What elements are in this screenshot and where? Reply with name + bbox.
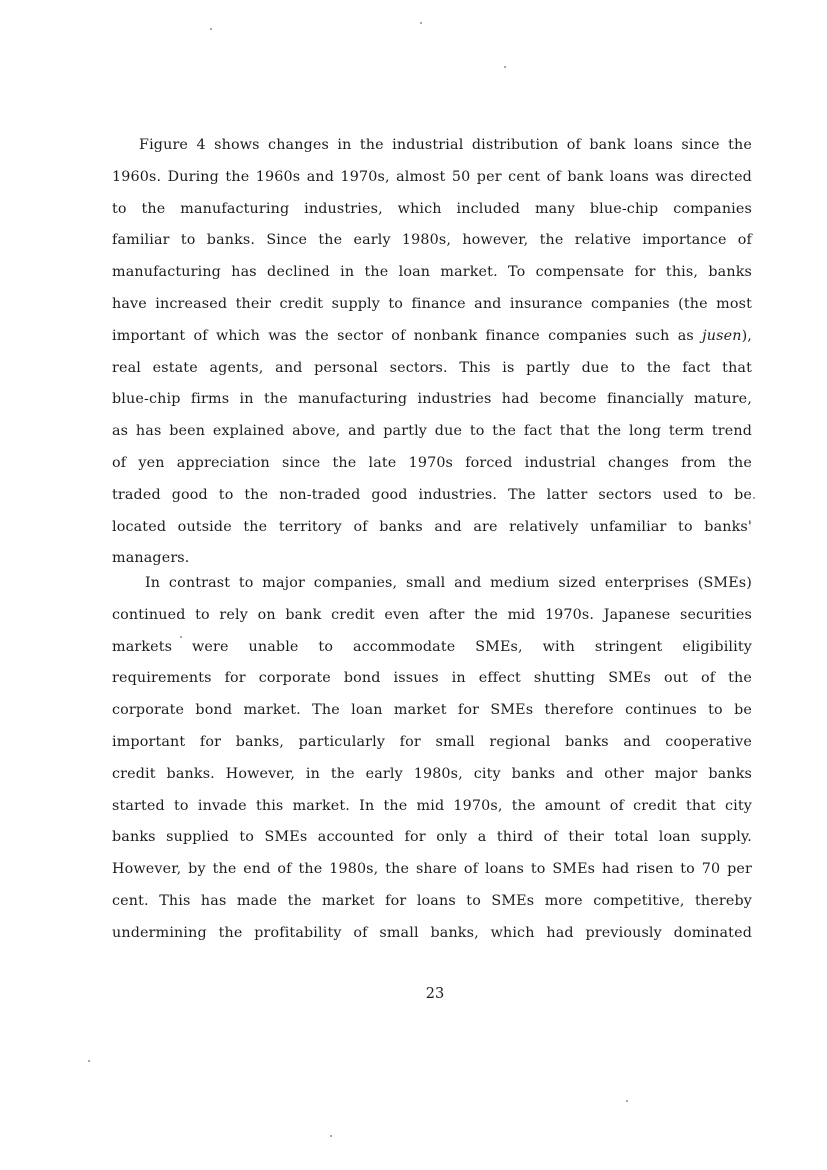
scan-speck bbox=[180, 636, 182, 638]
paragraph-industrial-distribution bbox=[112, 130, 752, 575]
scan-speck bbox=[753, 497, 755, 499]
scan-speck bbox=[504, 66, 506, 68]
paragraph-line: manufacturing has declined in the loan market. To compensate for this, banks bbox=[112, 264, 752, 281]
paragraph-line: However, by the end of the 1980s, the share of loans to SMEs had risen to 70 per bbox=[112, 861, 752, 878]
paragraph-line: as has been explained above, and partly due to the fact that the long term trend bbox=[112, 423, 752, 440]
paragraph-line: of yen appreciation since the late 1970s forced industrial changes from the bbox=[112, 454, 752, 471]
paragraph-line: markets were unable to accommodate SMEs, with stringent eligibility bbox=[112, 638, 752, 655]
paragraph-line: started to invade this market. In the mid 1970s, the amount of credit that city bbox=[112, 797, 752, 814]
paragraph-line: blue-chip firms in the manufacturing industries had become financially mature, bbox=[112, 391, 752, 408]
scan-speck bbox=[88, 1060, 90, 1062]
paragraph-line: banks supplied to SMEs accounted for only a third of their total loan supply. bbox=[112, 829, 752, 846]
paragraph-line: real estate agents, and personal sectors. This is partly due to the fact that bbox=[112, 359, 752, 376]
scan-speck bbox=[210, 28, 212, 30]
paragraph-line: 1960s. During the 1960s and 1970s, almost 50 per cent of bank loans was directed bbox=[112, 168, 752, 185]
paragraph-line: have increased their credit supply to finance and insurance companies (the most bbox=[112, 295, 752, 312]
paragraph-line: to the manufacturing industries, which included many blue-chip companies bbox=[112, 200, 752, 217]
paragraph-line: continued to rely on bank credit even after the mid 1970s. Japanese securities bbox=[112, 606, 752, 623]
paragraph-sme-lending bbox=[112, 568, 752, 950]
paragraph-line: managers. bbox=[112, 550, 190, 567]
paragraph-line: important for banks, particularly for small regional banks and cooperative bbox=[112, 733, 752, 750]
paragraph-line: cent. This has made the market for loans to SMEs more competitive, thereby bbox=[112, 892, 752, 909]
scan-speck bbox=[330, 1135, 332, 1137]
paragraph-line: requirements for corporate bond issues in effect shutting SMEs out of the bbox=[112, 670, 752, 687]
paragraph-line: In contrast to major companies, small and medium sized enterprises (SMEs) bbox=[145, 575, 752, 591]
paragraph-line: located outside the territory of banks and are relatively unfamiliar to banks' bbox=[112, 518, 752, 535]
scan-speck bbox=[420, 22, 422, 24]
scan-speck bbox=[626, 1100, 628, 1102]
paragraph-line: traded good to the non-traded good industries. The latter sectors used to be bbox=[112, 486, 752, 503]
paragraph-line: familiar to banks. Since the early 1980s, however, the relative importance of bbox=[112, 232, 752, 249]
paragraph-line: undermining the profitability of small banks, which had previously dominated bbox=[112, 924, 752, 941]
paragraph-line: credit banks. However, in the early 1980s, city banks and other major banks bbox=[112, 765, 752, 782]
page-number: 23 bbox=[425, 986, 445, 1002]
italic-term: jusen bbox=[702, 327, 742, 344]
paragraph-line: corporate bond market. The loan market for SMEs therefore continues to be bbox=[112, 702, 752, 719]
paragraph-line: important of which was the sector of nonbank finance companies such as jusen), bbox=[112, 327, 752, 344]
paragraph-line: Figure 4 shows changes in the industrial distribution of bank loans since the bbox=[139, 137, 752, 153]
